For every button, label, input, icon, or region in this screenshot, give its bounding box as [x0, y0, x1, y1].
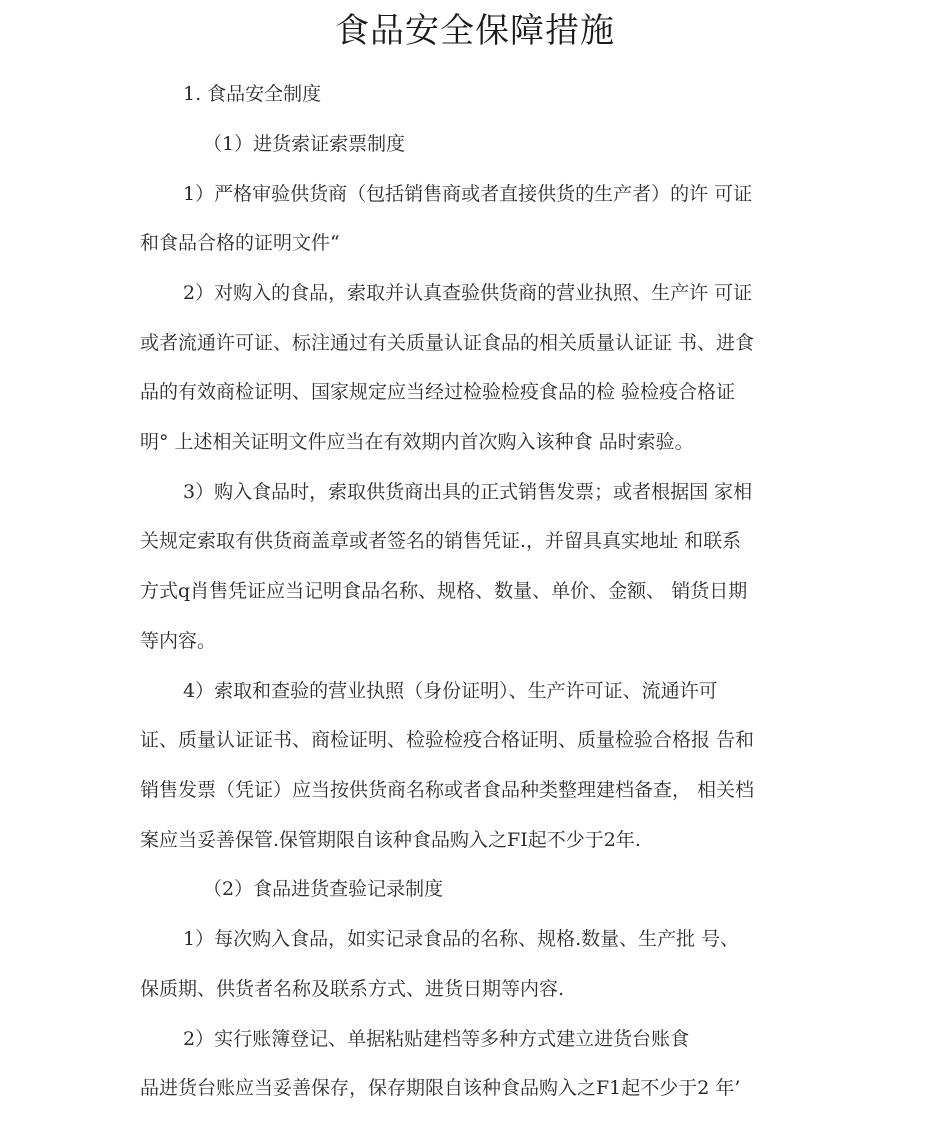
section-heading: 1. 食品安全制度	[183, 83, 322, 105]
paragraph-line: 明° 上述相关证明文件应当在有效期内首次购入该种食 品时索验。	[140, 431, 694, 453]
paragraph-line: 证、质量认证证书、商检证明、检验检疫合格证明、质量检验合格报 告和	[140, 729, 755, 751]
subsection-heading: （2）食品进货查验记录制度	[203, 878, 444, 900]
paragraph-line: 1）严格审验供货商（包括销售商或者直接供货的生产者）的许 可证	[183, 183, 753, 205]
paragraph-line: 等内容。	[140, 630, 217, 652]
paragraph-line: 或者流通许可证、标注通过有关质量认证食品的相关质量认证证 书、进食	[140, 332, 755, 354]
paragraph-line: 2）实行账簿登记、单据粘贴建档等多种方式建立进货台账食	[183, 1028, 690, 1050]
paragraph-line: 1）每次购入食品，如实记录食品的名称、规格.数量、生产批 号、	[183, 928, 740, 950]
paragraph-line: 关规定索取有供货商盖章或者签名的销售凭证.，并留具真实地址 和联系	[140, 530, 742, 552]
document-title: 食品安全保障措施	[335, 11, 615, 51]
paragraph-line: 销售发票（凭证）应当按供货商名称或者食品种类整理建档备查， 相关档	[140, 779, 755, 801]
paragraph-line: 3）购入食品时，索取供货商出具的正式销售发票；或者根据国 家相	[183, 481, 753, 503]
paragraph-line: 保质期、供货者名称及联系方式、进货日期等内容.	[140, 978, 565, 1000]
paragraph-line: 2）对购入的食品，索取并认真查验供货商的营业执照、生产许 可证	[183, 282, 753, 304]
paragraph-line: 品进货台账应当妥善保存，保存期限自该种食品购入之F1起不少于2 年’	[140, 1077, 741, 1099]
subsection-heading: （1）进货索证索票制度	[203, 133, 406, 155]
paragraph-line: 方式q肖售凭证应当记明食品名称、规格、数量、单价、金额、 销货日期	[140, 580, 748, 602]
paragraph-line: 和食品合格的证明文件“	[140, 232, 340, 254]
paragraph-line: 案应当妥善保管.保管期限自该种食品购入之FI起不少于2年.	[140, 829, 641, 851]
paragraph-line: 4）索取和查验的营业执照（身份证明）、生产许可证、流通许可	[183, 680, 718, 702]
paragraph-line: 品的有效商检证明、国家规定应当经过检验检疫食品的检 验检疫合格证	[140, 381, 736, 403]
